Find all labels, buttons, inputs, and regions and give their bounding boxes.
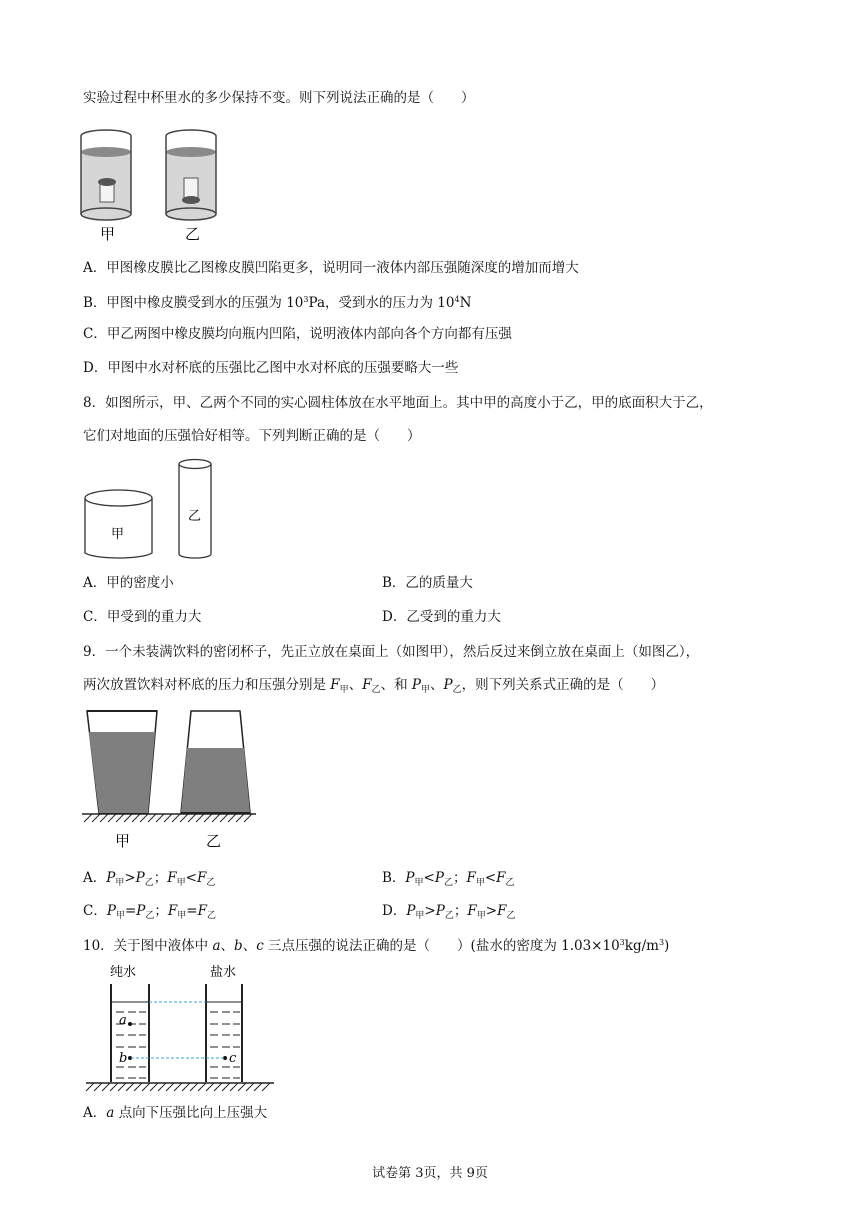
q10-sep: 、	[242, 938, 257, 954]
q9-option-part: F	[497, 903, 507, 919]
q9-option-part: C．	[83, 903, 107, 919]
q9-option-part: 乙	[144, 878, 154, 888]
q8-option-b[interactable]: B．乙的质量大	[382, 575, 473, 591]
q9-option-part: ；	[453, 903, 468, 919]
pure-water-container	[111, 984, 149, 1082]
page-footer: 试卷第 3页，共 9页	[372, 1166, 488, 1181]
q9-option-part: B．	[382, 870, 406, 886]
label-b: b	[119, 1051, 128, 1066]
fig-label-yi: 乙	[185, 225, 201, 243]
q9-sep: 、	[348, 677, 363, 693]
q9-sub: 乙	[371, 685, 381, 695]
q10-stem-text: 三点压强的说法正确的是（ ）(盐水的密度为 1.03×10	[263, 938, 620, 954]
q9-option-part: P	[106, 903, 116, 919]
q9-option-part: 甲	[115, 878, 125, 888]
q9-option-part: 甲	[475, 878, 485, 888]
q9-option-part: P	[435, 903, 445, 919]
q9-option-part: 甲	[176, 878, 186, 888]
q10-stem-text: )	[664, 938, 670, 954]
q9-option-part: F	[197, 903, 207, 919]
q7-option-c[interactable]: C．甲乙两图中橡皮膜均向瓶内凹陷，说明液体内部向各个方向都有压强	[83, 326, 512, 342]
q7-option-b-text1: B．甲图中橡皮膜受到水的压强为 10	[83, 295, 304, 311]
q9-option-part: F	[167, 903, 178, 919]
q9-option-part: 乙	[206, 878, 216, 888]
q9-option-part: >	[124, 870, 136, 886]
q9-option-part: F	[467, 903, 477, 919]
beaker-yi	[166, 130, 216, 220]
q9-sym-p: P	[443, 677, 453, 693]
q9-option-part: D．	[382, 903, 407, 919]
q7-beaker-figure	[78, 126, 228, 246]
q10-sep: 、	[220, 938, 235, 954]
q9-stem-line2	[83, 675, 664, 700]
q9-option-part: =	[186, 903, 198, 919]
q9-option-part: <	[185, 870, 197, 886]
ground-hatch	[86, 1083, 270, 1091]
q9-option-part: 甲	[476, 911, 486, 921]
cylinder-yi	[179, 460, 211, 559]
q9-option-part: 乙	[505, 878, 515, 888]
cup-jia	[87, 711, 157, 813]
q10-option-a-text: 点向下压强比向上压强大	[114, 1105, 268, 1121]
q9-option-part: 甲	[177, 911, 187, 921]
q7-option-b-text2: Pa，受到水的压力为 10	[308, 295, 455, 311]
q9-option-part: F	[496, 870, 506, 886]
q9-sep: 、	[429, 677, 444, 693]
q10-exp: 3	[619, 938, 625, 947]
q9-option-part: =	[124, 903, 137, 919]
q9-sep: 、和	[380, 677, 412, 693]
q9-option-part: P	[135, 870, 145, 886]
salt-water-container	[206, 984, 242, 1082]
q9-sym-f: F	[330, 677, 340, 693]
q8-option-d[interactable]: D．乙受到的重力大	[382, 609, 501, 625]
q9-cup-figure	[82, 708, 258, 854]
q7-option-b-exp2: 4	[454, 295, 460, 304]
q8-option-a[interactable]: A．甲的密度小	[83, 575, 174, 591]
q7-option-a[interactable]: A．甲图橡皮膜比乙图橡皮膜凹陷更多，说明同一液体内部压强随深度的增加而增大	[83, 260, 579, 276]
q10-var-a: a	[212, 938, 221, 954]
ground-hatch	[84, 814, 252, 822]
q9-option-part: ；	[154, 903, 168, 919]
q9-option-part: 乙	[444, 911, 454, 921]
q7-option-b-exp1: 3	[303, 295, 309, 304]
q9-stem-line1: 9．一个未装满饮料的密闭杯子，先正立放在桌面上（如图甲），然后反过来倒立放在桌面上（如图乙），	[83, 644, 700, 660]
label-pure-water: 纯水	[110, 965, 137, 980]
q9-option-part: P	[136, 903, 146, 919]
fig-label-jia: 甲	[100, 225, 116, 243]
q9-option-c[interactable]	[83, 901, 216, 926]
q9-option-part: <	[484, 870, 497, 886]
q9-option-part: F	[167, 870, 177, 886]
q8-option-c[interactable]: C．甲受到的重力大	[83, 609, 202, 625]
q10-var-c: c	[256, 938, 264, 954]
q10-var-b: b	[234, 938, 243, 954]
q9-option-part: P	[106, 870, 116, 886]
q10-exp: 3	[658, 938, 665, 947]
q9-sub: 甲	[339, 685, 349, 695]
q7-stem-tail: 实验过程中杯里水的多少保持不变。则下列说法正确的是（ ）	[83, 90, 475, 106]
label-salt-water: 盐水	[210, 965, 237, 980]
point-a	[128, 1022, 132, 1026]
q9-option-part: >	[485, 903, 498, 919]
q10-option-a-var: a	[106, 1105, 115, 1121]
q9-sub: 乙	[452, 685, 462, 695]
q9-option-part: 乙	[145, 911, 155, 921]
q9-sym-p: P	[411, 677, 421, 693]
q10-stem	[83, 933, 669, 956]
q9-option-b[interactable]	[382, 868, 515, 893]
cup-label-jia: 甲	[115, 832, 131, 850]
q9-option-a[interactable]	[83, 868, 215, 893]
q9-option-part: P	[434, 870, 444, 886]
q9-option-part: F	[466, 870, 476, 886]
q9-option-part: 甲	[415, 911, 425, 921]
q9-option-part: 甲	[115, 911, 125, 921]
cup-label-yi: 乙	[206, 832, 222, 850]
q9-stem-text: 两次放置饮料对杯底的压力和压强分别是	[83, 677, 331, 693]
q10-container-figure	[84, 962, 276, 1094]
q9-option-part: <	[423, 870, 435, 886]
q9-option-part: 乙	[443, 878, 453, 888]
label-c: c	[229, 1051, 237, 1066]
beaker-jia	[81, 130, 131, 220]
q9-sym-f: F	[362, 677, 372, 693]
q10-stem-text: 10．关于图中液体中	[83, 938, 213, 954]
cylinder-label-yi: 乙	[188, 509, 202, 524]
q10-stem-text: kg/m	[624, 938, 659, 954]
q9-option-part: P	[405, 870, 415, 886]
q9-stem-text: ，则下列关系式正确的是（ ）	[461, 677, 665, 693]
q9-sub: 甲	[420, 685, 430, 695]
q9-option-part: 甲	[414, 878, 424, 888]
q8-cylinder-figure	[80, 458, 220, 564]
q7-option-b-text3: N	[459, 295, 472, 311]
q9-option-d[interactable]	[382, 901, 515, 926]
q9-option-part: 乙	[506, 911, 516, 921]
q9-option-part: >	[424, 903, 436, 919]
cylinder-label-jia: 甲	[111, 527, 125, 542]
cup-yi	[181, 711, 250, 813]
q7-option-d[interactable]: D．甲图中水对杯底的压强比乙图中水对杯底的压强要略大一些	[83, 360, 459, 376]
cylinder-jia	[85, 490, 152, 558]
label-a: a	[119, 1013, 127, 1028]
q9-option-part: A．	[83, 870, 107, 886]
q9-option-part: F	[196, 870, 207, 886]
q9-option-part: ；	[452, 870, 467, 886]
q9-option-part: 乙	[206, 911, 216, 921]
q9-option-part: P	[406, 903, 416, 919]
q7-option-b[interactable]	[83, 290, 471, 313]
q9-option-part: ；	[153, 870, 168, 886]
q10-option-a[interactable]	[83, 1103, 267, 1123]
q8-stem-line1: 8．如图所示，甲、乙两个不同的实心圆柱体放在水平地面上。其中甲的高度小于乙，甲的底面积大于乙，	[83, 395, 713, 411]
q10-option-a-letter: A．	[83, 1105, 107, 1121]
q8-stem-line2: 它们对地面的压强恰好相等。下列判断正确的是（ ）	[83, 428, 421, 444]
